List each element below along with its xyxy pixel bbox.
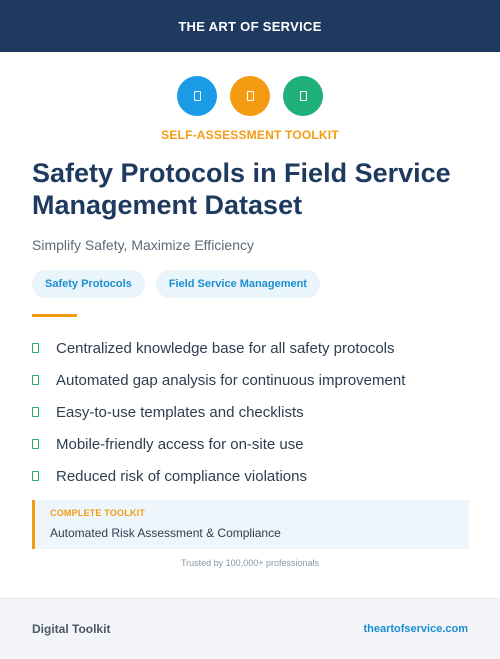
toolkit-callout xyxy=(32,500,469,549)
tag-safety-protocols: Safety Protocols xyxy=(32,270,145,298)
subtitle: Simplify Safety, Maximize Efficiency xyxy=(32,237,254,253)
feature-list xyxy=(32,332,405,492)
footer-label: Digital Toolkit xyxy=(32,622,111,636)
footer-bar xyxy=(0,598,500,659)
document-icon xyxy=(283,76,323,116)
document-icon xyxy=(177,76,217,116)
header-bar xyxy=(0,0,500,52)
feature-text: Reduced risk of compliance violations xyxy=(56,467,307,485)
feature-item xyxy=(32,428,405,460)
feature-text: Easy-to-use templates and checklists xyxy=(56,403,304,421)
trusted-note: Trusted by 100,000+ professionals xyxy=(180,558,319,568)
check-icon xyxy=(32,407,39,417)
feature-item xyxy=(32,364,405,396)
check-icon xyxy=(32,343,39,353)
feature-item xyxy=(32,460,405,492)
website-link[interactable]: theartofservice.com xyxy=(363,623,468,635)
feature-item xyxy=(32,396,405,428)
page-title: Safety Protocols in Field Service Management Dataset xyxy=(32,158,451,220)
document-icon xyxy=(230,76,270,116)
tag-field-service-management: Field Service Management xyxy=(156,270,320,298)
feature-text: Automated gap analysis for continuous improvement xyxy=(56,371,406,389)
check-icon xyxy=(32,375,39,385)
kicker-label: SELF-ASSESSMENT TOOLKIT xyxy=(161,128,339,142)
tag-list xyxy=(32,270,320,298)
feature-text: Centralized knowledge base for all safety protocols xyxy=(56,339,395,357)
check-icon xyxy=(32,471,39,481)
icon-row xyxy=(0,76,500,116)
feature-text: Mobile-friendly access for on-site use xyxy=(56,435,304,453)
accent-divider xyxy=(32,314,77,317)
feature-item xyxy=(32,332,405,364)
toolkit-text: Automated Risk Assessment & Compliance xyxy=(50,526,281,540)
toolkit-label: COMPLETE TOOLKIT xyxy=(50,508,146,518)
check-icon xyxy=(32,439,39,449)
brand-name: THE ART OF SERVICE xyxy=(178,18,322,34)
